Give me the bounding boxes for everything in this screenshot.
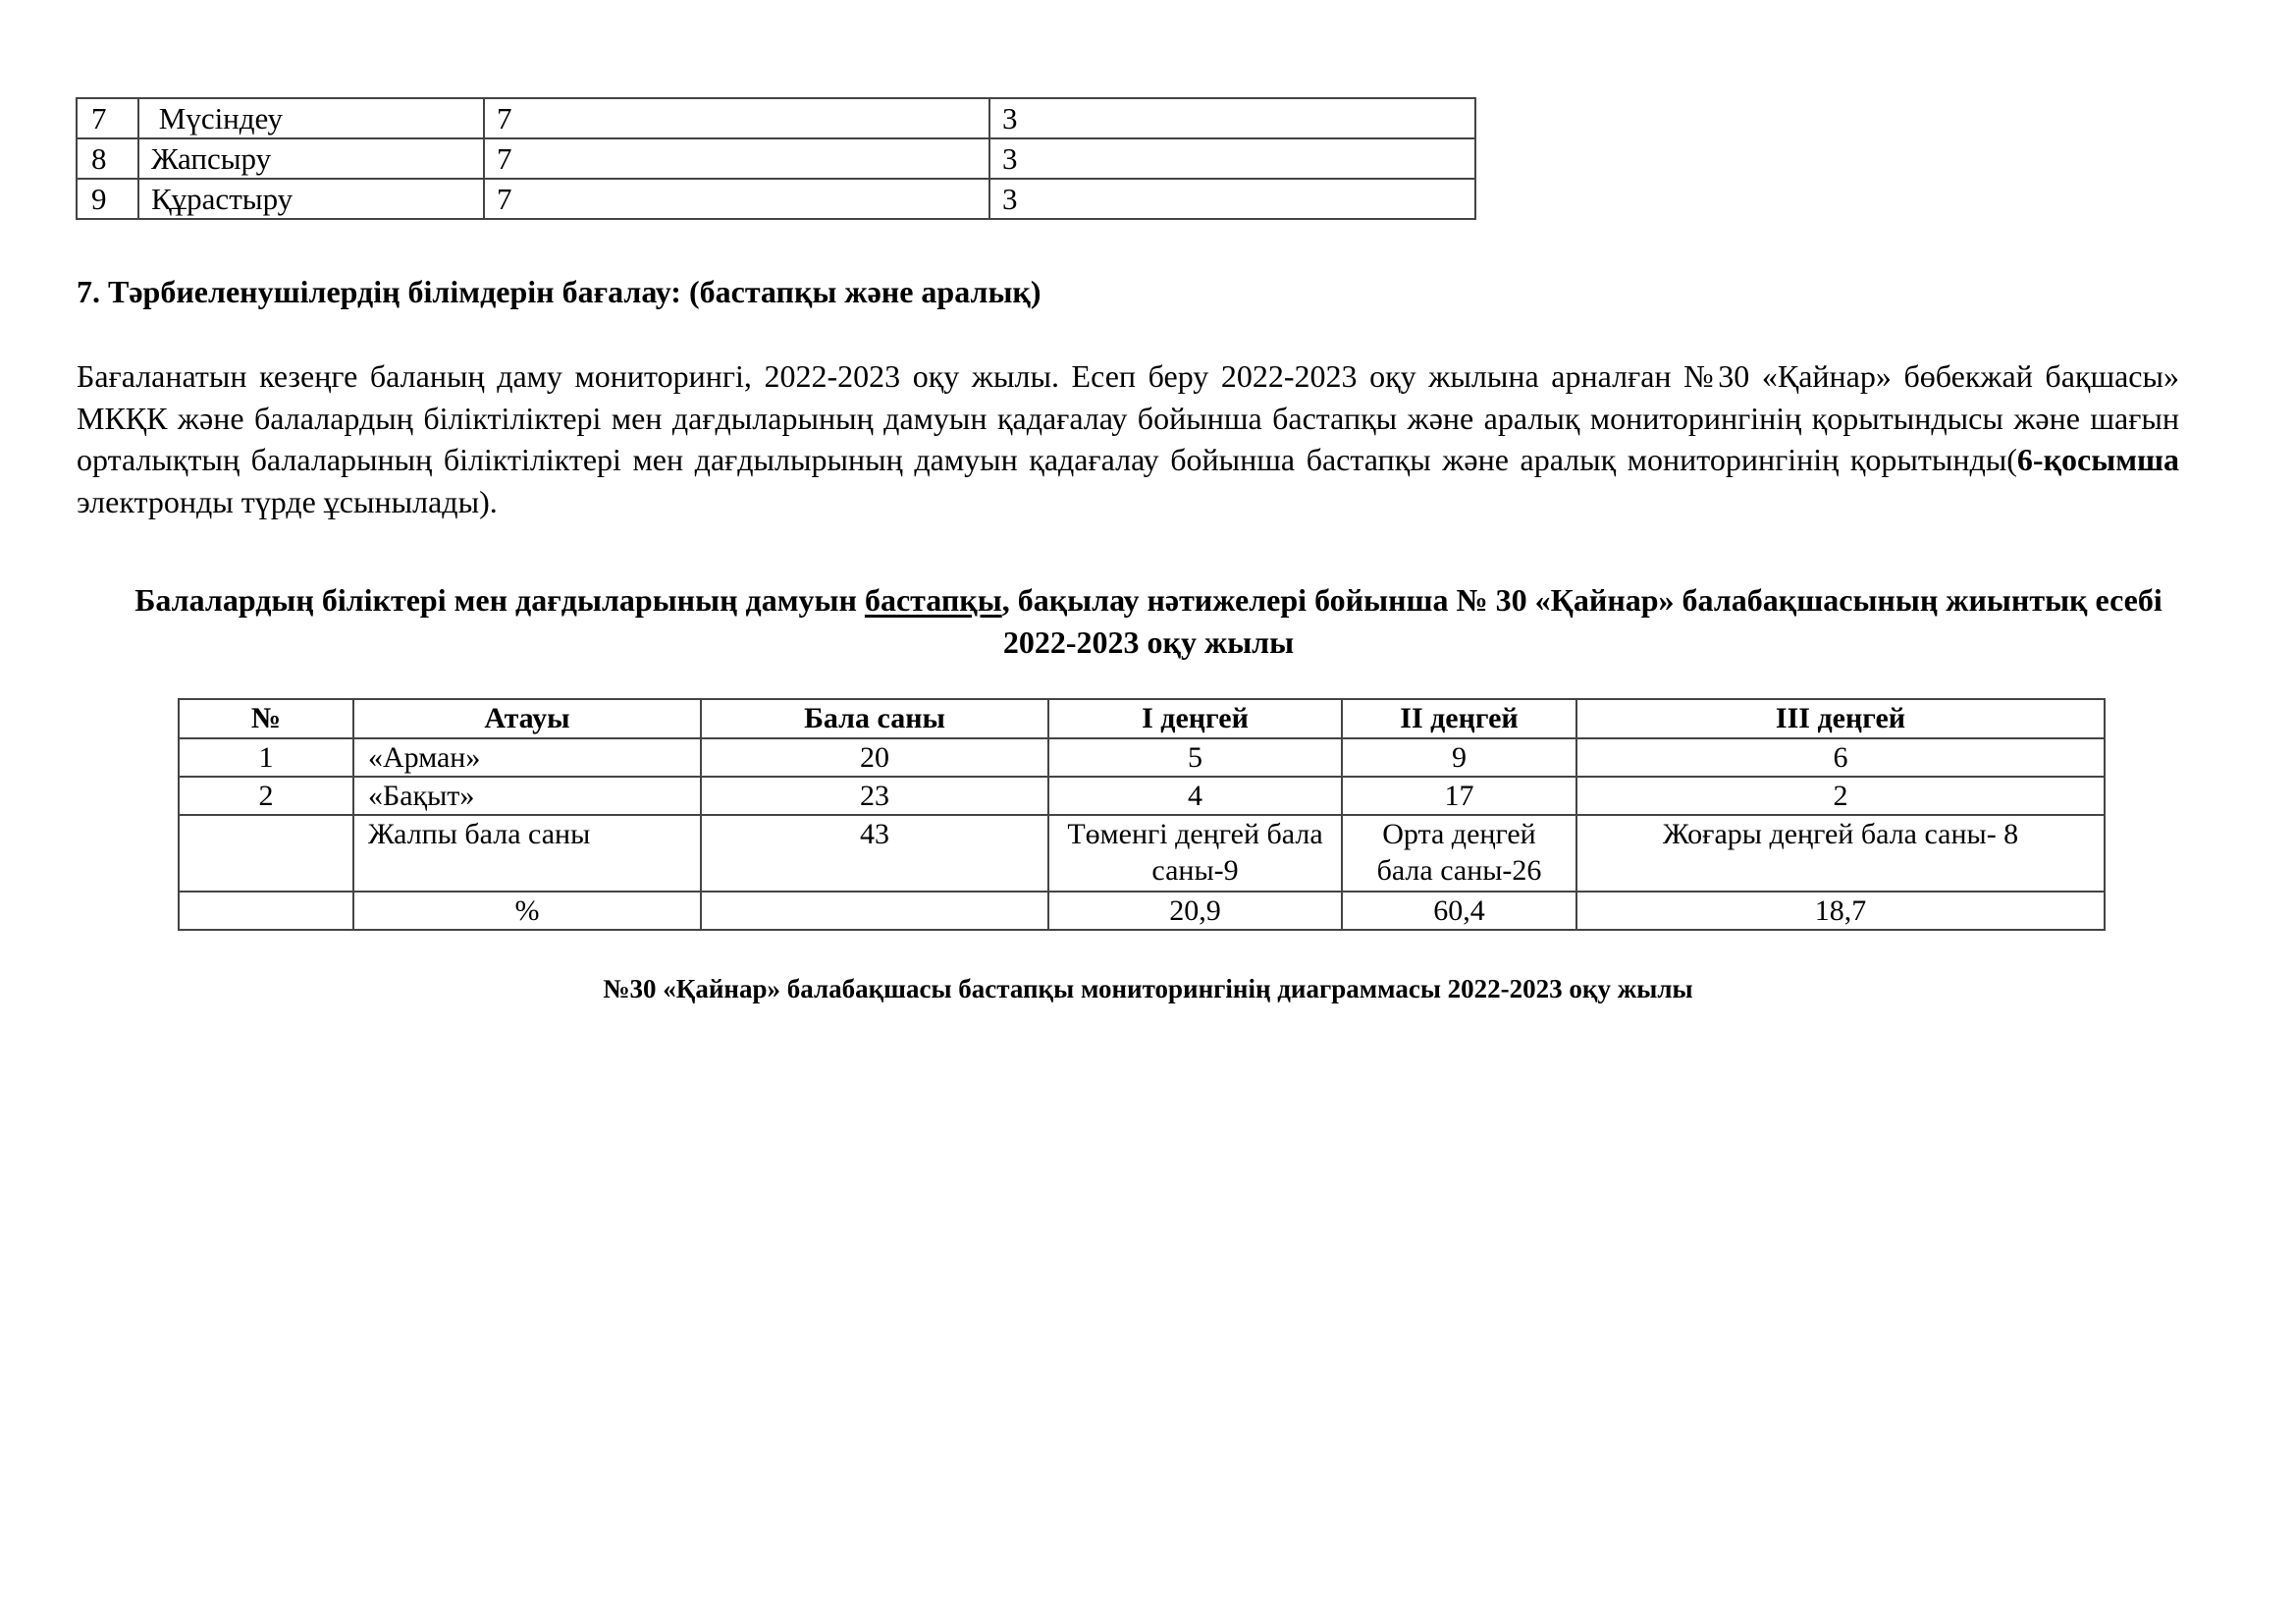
table-row (179, 738, 2105, 777)
level-3-value: 6 (1576, 738, 2105, 777)
percent-level-1: 20,9 (1048, 892, 1342, 930)
monitoring-summary-table (178, 698, 2106, 931)
table-row (179, 777, 2105, 815)
cell-value: 7 (484, 179, 989, 219)
row-number (179, 815, 353, 892)
group-name: «Арман» (353, 738, 701, 777)
child-count: 23 (701, 777, 1048, 815)
table-row (77, 98, 1475, 138)
percent-level-3: 18,7 (1576, 892, 2105, 930)
level-2-value: 17 (1342, 777, 1576, 815)
intro-paragraph (77, 355, 2179, 522)
appendix-reference: 6-қосымша (2016, 442, 2179, 477)
report-title-underlined: бастапқы (864, 582, 1002, 618)
cell-value: 3 (989, 98, 1475, 138)
table-header-row (179, 699, 2105, 738)
row-number: 8 (77, 138, 138, 179)
level-1-value: 4 (1048, 777, 1342, 815)
total-level-1: Төменгі деңгей бала саны-9 (1048, 815, 1342, 892)
activity-table (76, 97, 1476, 220)
section-heading: 7. Тәрбиеленушілердің білімдерін бағалау: (бастапқы және аралық) (77, 274, 1041, 309)
total-level-3: Жоғары деңгей бала саны- 8 (1576, 815, 2105, 892)
cell-value: 3 (989, 138, 1475, 179)
table-row (77, 138, 1475, 179)
total-level-2: Орта деңгей бала саны-26 (1342, 815, 1576, 892)
activity-name: Құрастыру (138, 179, 484, 219)
percent-level-2: 60,4 (1342, 892, 1576, 930)
level-1-value: 5 (1048, 738, 1342, 777)
table-row (77, 179, 1475, 219)
header-name: Атауы (353, 699, 701, 738)
child-count: 20 (701, 738, 1048, 777)
activity-name: Мүсіндеу (138, 98, 484, 138)
report-title (118, 579, 2179, 664)
group-name: «Бақыт» (353, 777, 701, 815)
percent-label: % (353, 892, 701, 930)
cell-value: 3 (989, 179, 1475, 219)
cell-value: 7 (484, 138, 989, 179)
header-level-2: II деңгей (1342, 699, 1576, 738)
paragraph-text-end: электронды түрде ұсынылады). (77, 483, 498, 519)
row-number (179, 892, 353, 930)
header-count: Бала саны (701, 699, 1048, 738)
percent-count (701, 892, 1048, 930)
level-3-value: 2 (1576, 777, 2105, 815)
row-number: 2 (179, 777, 353, 815)
chart-caption: №30 «Қайнар» балабақшасы бастапқы мониторингінің диаграммасы 2022-2023 оқу жылы (603, 974, 1693, 1003)
paragraph-text: Бағаланатын кезеңге баланың даму мониторингі, 2022-2023 оқу жылы. Есеп беру 2022-2023 оқу жылына арналған №30 «Қайнар» бөбекжай бақшасы» МКҚК және балалардың біліктіліктері мен дағдыларының дамуын қадағалау бойынша бастапқы және аралық мониторингінің қорытындысы және шағын орталықтың балаларының біліктіліктері мен дағдылырының дамуын қадағалау бойынша бастапқы және аралық мониторингінің қорытынды( (77, 358, 2179, 477)
percent-row (179, 892, 2105, 930)
level-2-value: 9 (1342, 738, 1576, 777)
row-number: 7 (77, 98, 138, 138)
header-level-3: III деңгей (1576, 699, 2105, 738)
row-number: 1 (179, 738, 353, 777)
header-number: № (179, 699, 353, 738)
activity-name: Жапсыру (138, 138, 484, 179)
total-row (179, 815, 2105, 892)
total-count: 43 (701, 815, 1048, 892)
total-label: Жалпы бала саны (353, 815, 701, 892)
header-level-1: I деңгей (1048, 699, 1342, 738)
cell-value: 7 (484, 98, 989, 138)
report-title-part: Балалардың біліктері мен дағдыларының дамуын (134, 582, 865, 618)
report-title-part: , бақылау нәтижелері бойынша № 30 «Қайнар» балабақшасының жиынтық есебі 2022-2023 оқу жылы (1001, 582, 2163, 660)
row-number: 9 (77, 179, 138, 219)
